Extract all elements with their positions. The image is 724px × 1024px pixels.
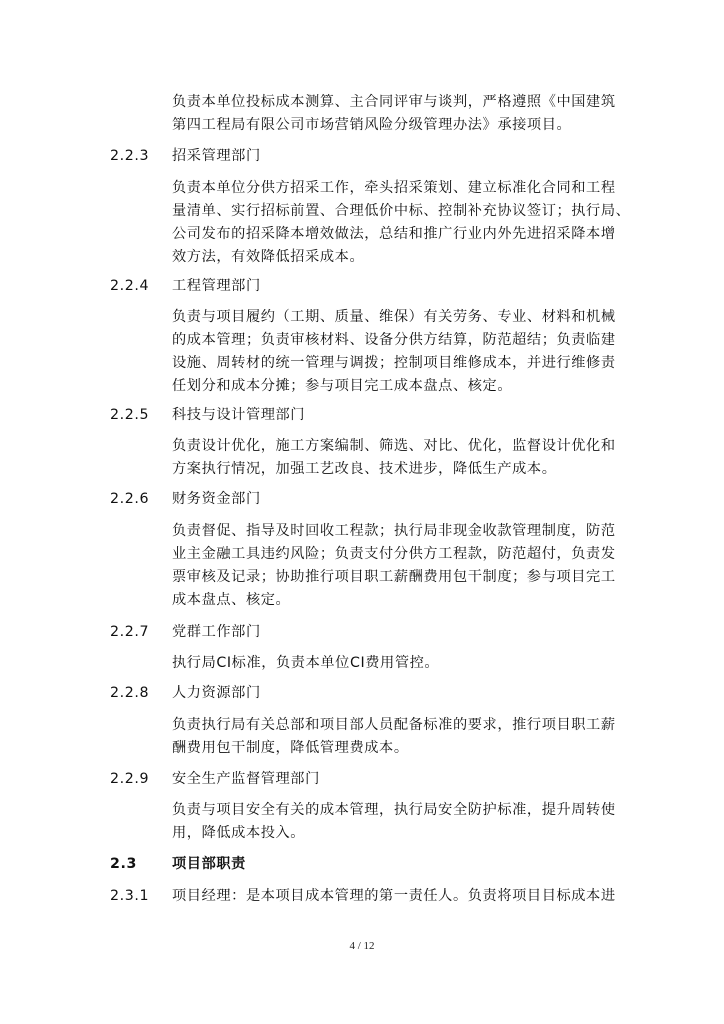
text-line: 负责督促、指导及时回收工程款；执行局非现金收款管理制度，防范	[172, 523, 616, 539]
section-body-2-2-3	[172, 177, 631, 269]
text-line: 量清单、实行招标前置、合理低价中标、控制补充协议签订；执行局、	[172, 203, 631, 219]
text-line: 负责本单位分供方招采工作，牵头招采策划、建立标准化合同和工程	[172, 180, 616, 196]
text-line: 负责与项目安全有关的成本管理，执行局安全防护标准，提升周转使	[172, 802, 616, 818]
section-heading-2-2-3	[110, 146, 261, 166]
section-heading-2-2-7	[110, 622, 261, 642]
section-number: 2.2.4	[110, 278, 150, 294]
section-text: 项目经理：是本项目成本管理的第一责任人。负责将项目目标成本进	[172, 888, 616, 904]
section-number: 2.3.1	[110, 888, 150, 904]
section-heading-2-3	[110, 854, 246, 874]
text-line: 负责执行局有关总部和项目部人员配备标准的要求，推行项目职工薪	[172, 717, 616, 733]
text-line: 负责设计优化，施工方案编制、筛选、对比、优化，监督设计优化和	[172, 438, 616, 454]
text-line: 任划分和成本分摊；参与项目完工成本盘点、核定。	[172, 378, 513, 394]
intro-paragraph	[172, 91, 620, 137]
text-line: 用，降低成本投入。	[172, 825, 306, 841]
section-title: 工程管理部门	[172, 278, 261, 294]
section-heading-2-2-9	[110, 769, 320, 789]
section-heading-2-2-4	[110, 276, 261, 296]
text-line: 票审核及记录；协助推行项目职工薪酬费用包干制度；参与项目完工	[172, 569, 616, 585]
text-line: 的成本管理；负责审核材料、设备分供方结算，防范超结；负责临建	[172, 332, 616, 348]
section-title: 安全生产监督管理部门	[172, 771, 320, 787]
text-line: 负责与项目履约（工期、质量、维保）有关劳务、专业、材料和机械	[172, 309, 616, 325]
text-line: 第四工程局有限公司市场营销风险分级管理办法》承接项目。	[172, 117, 572, 133]
section-heading-2-2-5	[110, 405, 305, 425]
section-title: 人力资源部门	[172, 685, 261, 701]
section-title: 财务资金部门	[172, 491, 261, 507]
section-body-2-2-9	[172, 799, 620, 845]
text-line: 业主金融工具违约风险；负责支付分供方工程款，防范超付，负责发	[172, 546, 616, 562]
section-title: 招采管理部门	[172, 148, 261, 164]
text-line: 效方法，有效降低招采成本。	[172, 249, 365, 265]
section-body-2-2-5	[172, 435, 620, 481]
text-line: 成本盘点、核定。	[172, 592, 291, 608]
text-line: 酬费用包干制度，降低管理费成本。	[172, 740, 409, 756]
page-number: 4 / 12	[349, 940, 375, 952]
text-line: 公司发布的招采降本增效做法，总结和推广行业内外先进招采降本增	[172, 226, 616, 242]
section-body-2-2-4	[172, 306, 620, 398]
section-number: 2.2.8	[110, 685, 150, 701]
text-line: 执行局CI标准，负责本单位CI费用管控。	[172, 655, 440, 671]
section-title: 科技与设计管理部门	[172, 407, 306, 423]
text-line: 方案执行情况，加强工艺改良、技术进步，降低生产成本。	[172, 461, 557, 477]
section-body-2-2-7	[172, 652, 620, 675]
text-line: 设施、周转材的统一管理与调拨；控制项目维修成本，并进行维修责	[172, 355, 616, 371]
text-line: 负责本单位投标成本测算、主合同评审与谈判，严格遵照《中国建筑	[172, 94, 616, 110]
section-number: 2.2.3	[110, 148, 150, 164]
section-heading-2-2-6	[110, 489, 261, 509]
section-body-2-2-8	[172, 714, 620, 760]
section-number: 2.2.7	[110, 624, 150, 640]
section-body-2-2-6	[172, 520, 620, 612]
section-heading-2-3-1	[110, 886, 616, 906]
section-number: 2.2.5	[110, 407, 150, 423]
section-number: 2.3	[110, 856, 137, 872]
section-heading-2-2-8	[110, 683, 261, 703]
section-number: 2.2.9	[110, 771, 150, 787]
section-title: 项目部职责	[172, 856, 246, 872]
section-number: 2.2.6	[110, 491, 150, 507]
section-title: 党群工作部门	[172, 624, 261, 640]
